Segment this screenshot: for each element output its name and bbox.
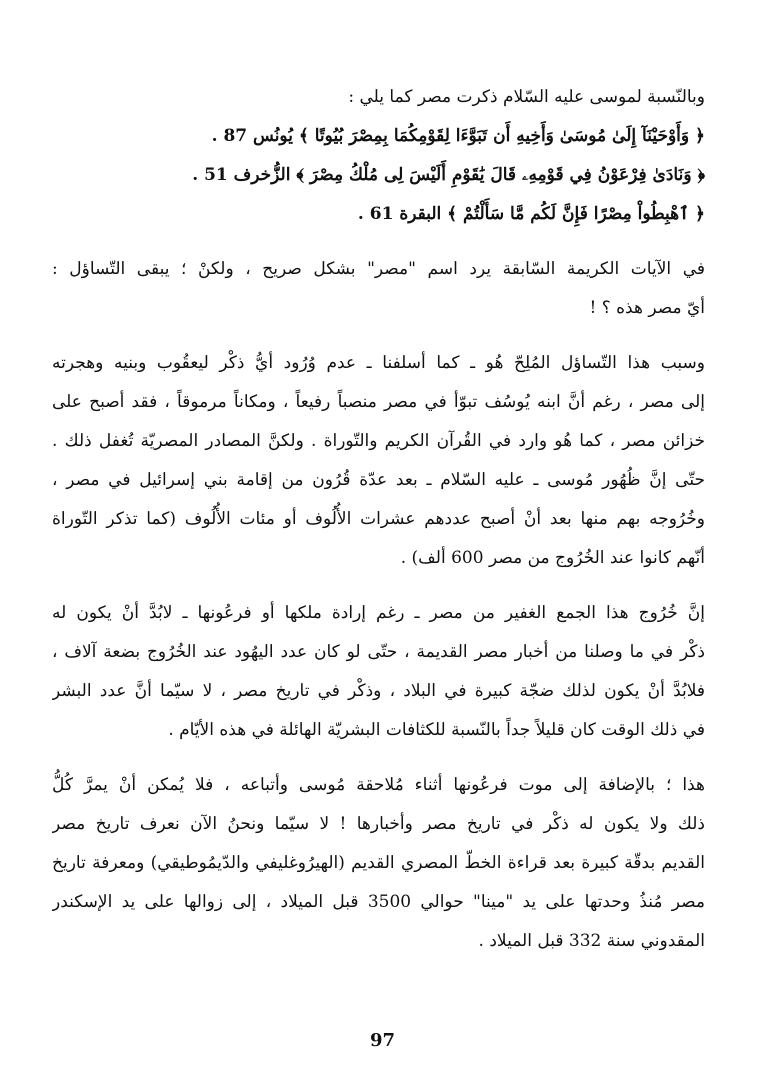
text-line: مصر مُنذُ وحدتها على يد "مينا" حوالي 3500 قبل الميلاد ، إلى زوالها على يد الإسكندر	[52, 892, 705, 912]
text-line: خزائن مصر ، كما هُو وارد في القُرآن الكريم والتّوراة . ولكنَّ المصادر المصريّة تُغفل ذلك .	[52, 431, 705, 451]
page-number: 97	[369, 1030, 396, 1051]
verse-yunus: ﴿ وَأَوْحَيْنَآ إِلَىٰ مُوسَىٰ وَأَخِيهِ أَن تَبَوَّءَا لِقَوْمِكُمَا بِمِصْرَ بُيُوتًا ﴾ يُونُس 87 .	[211, 126, 705, 146]
text-line: فلابُدَّ أنْ يكون لذلك ضجّة كبيرة في البلاد ، وذكْر في تاريخ مصر ، لا سيّما أنَّ عدد البشر	[52, 681, 705, 701]
paragraph-reason	[52, 344, 705, 578]
text-line: هذا ؛ بالإضافة إلى موت فرعُونها أثناء مُلاحقة مُوسى وأتباعه ، فلا يُمكن أنْ يمرَّ كُلُّ	[52, 775, 705, 795]
text-line: إلى مصر ، رغم أنَّ ابنه يُوسُف تبوّأ في مصر منصباً رفيعاً ، ومكاناً مرموقاً ، فقد أصبح على	[52, 392, 705, 412]
text-line: أيّ مصر هذه ؟ !	[589, 298, 705, 318]
text-line: وخُرُوجه بهم منها بعد أنْ أصبح عددهم عشرات الأُلُوف أو مئات الأُلُوف (كما تذكر التّوراة	[52, 509, 705, 529]
text-line: وسبب هذا التّساؤل المُلِحّ هُو ـ كما أسلفنا ـ عدم وُرُود أيُّ ذكْر ليعقُوب وبنيه وهجرته	[52, 353, 705, 373]
text-line: ذكْر في ما وصلنا من أخبار مصر القديمة ، حتّى لو كان عدد اليهُود عند الخُرُوج بضعة آلاف ،	[52, 642, 705, 662]
verse-baqarah: ﴿ ٱهْبِطُواْ مِصْرًا فَإِنَّ لَكُم مَّا سَأَلْتُمْ ﴾ البقرة 61 .	[357, 204, 705, 224]
paragraph-pharaoh	[52, 766, 705, 961]
text-line: القديم بدقّة كبيرة بعد قراءة الخطّ المصري القديم (الهيرُوغليفي والدّيمُوطيقي) ومعرفة تاريخ	[52, 853, 705, 873]
intro-line: وبالنّسبة لموسى عليه السّلام ذكرت مصر كما يلي :	[348, 87, 705, 107]
paragraph-question	[52, 250, 705, 328]
verse-list	[52, 117, 705, 234]
text-line: في الآيات الكريمة السّابقة يرد اسم "مصر" بشكل صريح ، ولكنْ ؛ يبقى التّساؤل :	[52, 259, 705, 279]
text-line: حتّى إنَّ ظُهُور مُوسى ـ عليه السّلام ـ بعد عدّة قُرُون من إقامة بني إسرائيل في مصر ،	[52, 470, 705, 490]
text-line: ذلك ولا يكون له ذكْر في تاريخ مصر وأخبارها ! لا سيّما ونحنُ الآن نعرف تاريخ مصر	[52, 814, 705, 834]
text-line: المقدوني سنة 332 قبل الميلاد .	[478, 931, 705, 951]
text-line: في ذلك الوقت كان قليلاً جداً بالنّسبة للكثافات البشريّة الهائلة في هذه الأيّام .	[168, 720, 705, 740]
verse-zukhruf: ﴿ وَنَادَىٰ فِرْعَوْنُ فِي قَوْمِهِۦ قَالَ يَٰقَوْمِ أَلَيْسَ لِى مُلْكُ مِصْرَ ﴾ الزُّخرف 51 .	[192, 165, 705, 185]
text-line: أنّهم كانوا عند الخُرُوج من مصر 600 ألف) .	[400, 548, 705, 568]
paragraph-exodus	[52, 594, 705, 750]
text-line: إنَّ خُرُوج هذا الجمع الغفير من مصر ـ رغم إرادة ملكها أو فرعُونها ـ لابُدَّ أنْ يكون له	[52, 603, 705, 623]
